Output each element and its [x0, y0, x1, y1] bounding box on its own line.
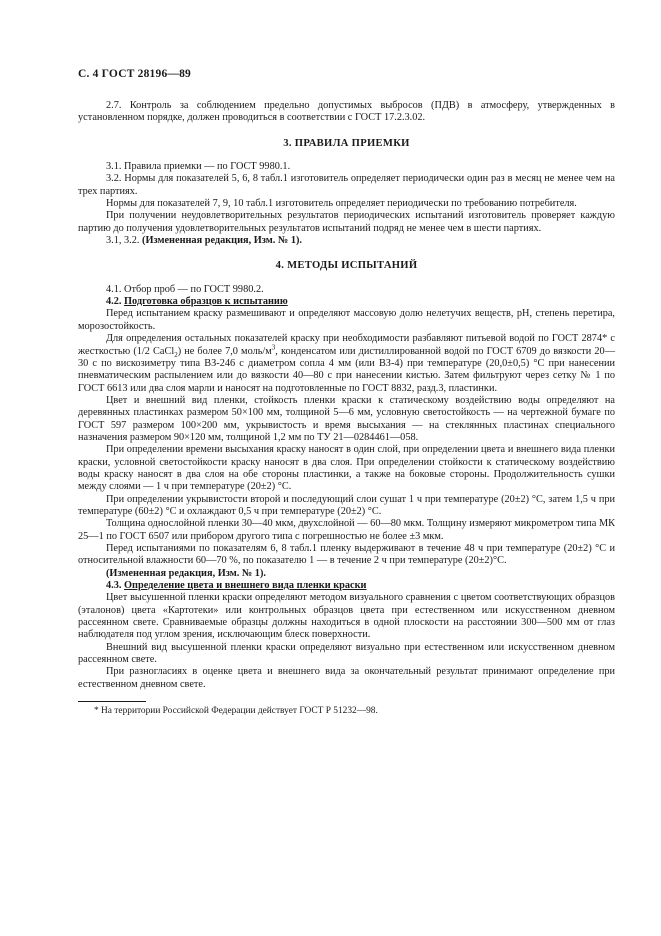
paragraph-4-2-plates: Цвет и внешний вид пленки, стойкость пленки краски к статическому воздействию воды определяют на деревянных пластинках размером 50×100 мм, толщиной 5—6 мм, условную светостойкость — на чертежной бумаге по ГОСТ 597 размером 100×200 мм, укрывистость и время высыхания — на стеклянных пластинах специального назначения размером 90×120 мм, толщиной 1,2 мм по ТУ 21—0284461—058. — [78, 394, 615, 443]
heading-4-2-number: 4.2. — [106, 296, 122, 308]
edit-note-ref: 3.1, 3.2. — [106, 235, 140, 247]
paragraph-4-2-mixing: Перед испытанием краску размешивают и определяют массовую долю нелетучих веществ, pH, степень перетира, морозостойкость. — [78, 308, 615, 332]
paragraph-3-edit-note — [78, 235, 615, 247]
paragraph-3-2-periodic: При получении неудовлетворительных результатов периодических испытаний изготовитель проверяет каждую партию до получения удовлетворительных результатов испытаний подряд не менее чем в шести партиях. — [78, 210, 615, 234]
section-4-title: 4. МЕТОДЫ ИСПЫТАНИЙ — [275, 260, 418, 272]
paragraph-4-3-disputes: При разногласиях в оценке цвета и внешнего вида за окончательный результат принимают определение при естественном дневном свете. — [78, 666, 615, 690]
paragraph-3-2: 3.2. Нормы для показателей 5, 6, 8 табл.1 изготовитель определяет периодически один раз в месяц не менее чем на трех партиях. — [78, 173, 615, 197]
paragraph-4-2-hiding-power: При определении укрывистости второй и последующий слои сушат 1 ч при температуре (20±2) °С, затем 1,5 ч при температуре (60±2) °С и охлаждают 0,5 ч при температуре (20±2) °С. — [78, 493, 615, 517]
paragraph-3-1: 3.1. Правила приемки — по ГОСТ 9980.1. — [106, 161, 291, 173]
paragraph-4-2-thickness: Толщина однослойной пленки 30—40 мкм, двухслойной — 60—80 мкм. Толщину измеряют микрометром типа МК 25—1 по ГОСТ 6507 или прибором другого типа с погрешностью не более ±3 мкм. — [78, 518, 615, 542]
paragraph-3-2-norms: Нормы для показателей 7, 9, 10 табл.1 изготовитель определяет периодически по требованию потребителя. — [106, 198, 577, 210]
paragraph-2-7: 2.7. Контроль за соблюдением предельно допустимых выбросов (ПДВ) в атмосферу, утвержденных в установленном порядке, должен проводиться в соответствии с ГОСТ 17.2.3.02. — [78, 100, 615, 124]
paragraph-4-2-edit-note: (Измененная редакция, Изм. № 1). — [106, 567, 266, 579]
paragraph-4-3-heading — [78, 580, 615, 592]
page-header: С. 4 ГОСТ 28196—89 — [78, 68, 191, 80]
paragraph-4-2-conditioning: Перед испытаниями по показателям 6, 8 табл.1 пленку выдерживают в течение 48 ч при температуре (20±2) °С и относительной влажности 60—70 %, по показателю 1 — в течение 2 ч при температуре (20±2)°С. — [78, 543, 615, 567]
section-3-title: 3. ПРАВИЛА ПРИЕМКИ — [283, 137, 410, 149]
edit-note-text: (Измененная редакция, Изм. № 1). — [142, 235, 302, 247]
dilution-text-3: , конденсатом или дистиллированной водой по ГОСТ 6709 до вязкости 20—30 с по вискозиметру типа ВЗ-246 с диаметром сопла 4 мм (или ВЗ-4) при температуре (20,0±0,5) °С при нанесении пневматическим распылением или до вязкости 40—80 с при нанесении кистью. Затем фильтруют через сетку № 1 по ГОСТ 6613 или два слоя марли и наносят на подготовленные по ГОСТ 8832, разд.3, пластинки. — [78, 345, 615, 394]
document-body — [78, 100, 615, 717]
paragraph-4-2-heading — [78, 296, 615, 308]
paragraph-4-3-appearance: Внешний вид высушенной пленки краски определяют визуально при естественном или искусственном дневном рассеянном свете. — [78, 641, 615, 666]
footnote: * На территории Российской Федерации действует ГОСТ Р 51232—98. — [94, 706, 378, 717]
dilution-subscript: 2 — [174, 350, 178, 359]
heading-4-2-title: Подготовка образцов к испытанию — [124, 296, 288, 308]
paragraph-4-2-layers: При определении времени высыхания краску наносят в один слой, при определении цвета и внешнего вида пленки краски, условной светостойкости краску наносят в два слоя. При определении стойкости к статическому воздействию воды краску наносят в два слоя на обе стороны пластинки, а также на боковые стороны. Продолжительность сушки между слоями — 1 ч при температуре (20±2) °С. — [78, 444, 615, 493]
dilution-superscript: 3 — [271, 343, 276, 352]
heading-4-3-title: Определение цвета и внешнего вида пленки краски — [124, 580, 367, 592]
paragraph-4-3-color: Цвет высушенной пленки краски определяют методом визуального сравнения с цветом соответствующих образцов (эталонов) цвета «Картотеки» или контрольных образцов цвета при естественном или искусственном дневном рассеянном свете. Сравниваемые образцы должны находиться в одной плоскости на расстоянии 300—500 мм от глаз наблюдателя под углом зрения, исключающим блеск поверхности. — [78, 592, 615, 641]
footnote-divider — [78, 701, 146, 702]
paragraph-4-1: 4.1. Отбор проб — по ГОСТ 9980.2. — [106, 283, 264, 295]
dilution-text-1: Для определения остальных показателей краску при необходимости разбавляют питьевой водой по ГОСТ 2874* с жесткостью (1/2 CaCl — [78, 333, 615, 357]
dilution-text-2: ) не более 7,0 моль/м — [177, 345, 272, 357]
paragraph-4-2-dilution — [78, 333, 615, 395]
heading-4-3-number: 4.3. — [106, 580, 122, 592]
